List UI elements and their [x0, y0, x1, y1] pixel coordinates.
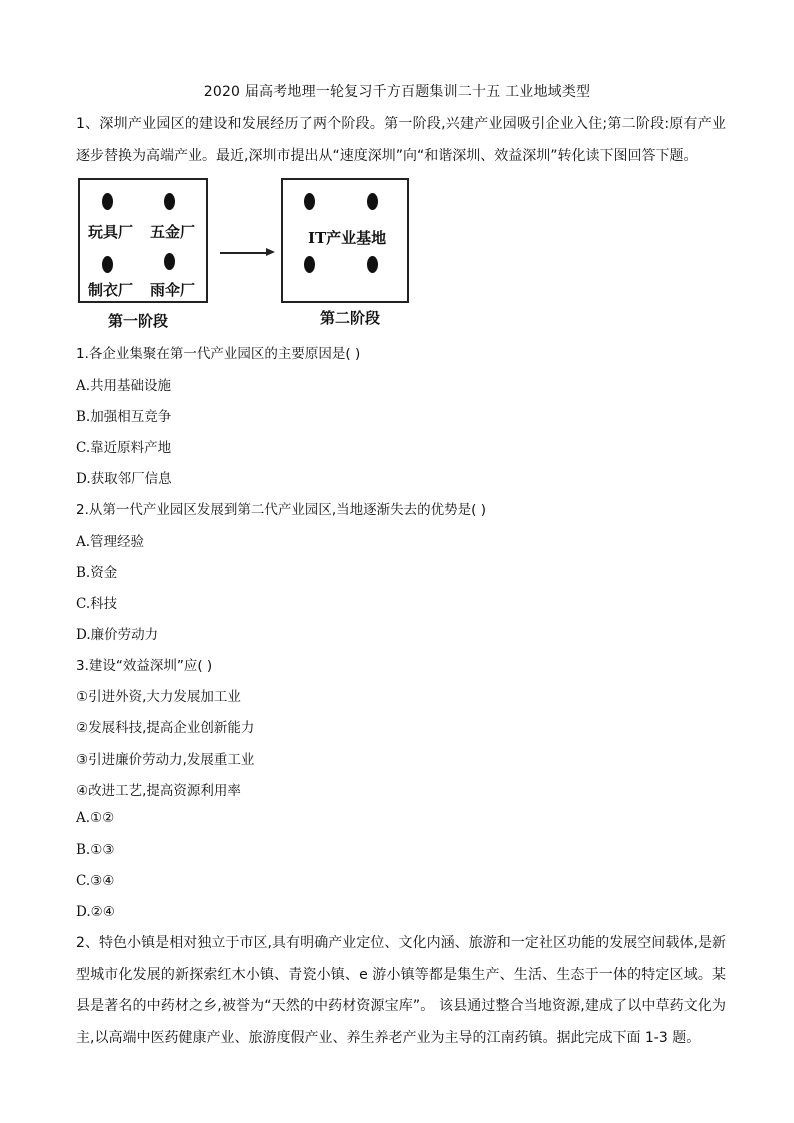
- option-a: A.①②: [76, 810, 115, 826]
- factory-dot: [102, 193, 113, 210]
- option-a: A.管理经验: [76, 534, 145, 550]
- factory-dot: [164, 253, 175, 270]
- industrial-park-diagram: [76, 176, 416, 336]
- statement-1: ①引进外资,大力发展加工业: [76, 689, 241, 705]
- stage1-label: 第一阶段: [108, 312, 169, 330]
- option-a: A.共用基础设施: [76, 378, 172, 394]
- factory-label: 雨伞厂: [150, 281, 196, 299]
- stage2-label: 第二阶段: [320, 309, 381, 327]
- company-dot: [367, 256, 378, 273]
- it-base-label: IT产业基地: [308, 229, 387, 247]
- option-c: C.靠近原料产地: [76, 440, 172, 456]
- option-b: B.①③: [76, 842, 115, 858]
- statement-2: ②发展科技,提高企业创新能力: [76, 720, 255, 736]
- company-dot: [304, 256, 315, 273]
- question-1-intro: 1、深圳产业园区的建设和发展经历了两个阶段。第一阶段,兴建产业园吸引企业入住;第二阶段:原有产业逐步替换为高端产业。最近,深圳市提出从“速度深圳”向“和谐深圳、效益深圳”转化读下图回答下题。: [76, 116, 726, 164]
- option-d: D.②④: [76, 904, 115, 920]
- arrow-right-icon: [266, 248, 275, 256]
- document-title: 2020 届高考地理一轮复习千方百题集训二十五 工业地域类型: [203, 84, 591, 100]
- statement-4: ④改进工艺,提高资源利用率: [76, 783, 241, 799]
- company-dot: [367, 193, 378, 210]
- subquestion-3-stem: 3.建设“效益深圳”应( ): [76, 658, 213, 674]
- factory-label: 玩具厂: [88, 223, 134, 241]
- option-c: C.③④: [76, 873, 115, 889]
- option-c: C.科技: [76, 596, 118, 612]
- factory-dot: [164, 193, 175, 210]
- option-b: B.加强相互竞争: [76, 409, 172, 425]
- factory-label: 五金厂: [150, 223, 196, 241]
- option-d: D.获取邻厂信息: [76, 471, 172, 487]
- question-2-intro: 2、特色小镇是相对独立于市区,具有明确产业定位、文化内涵、旅游和一定社区功能的发展空间载体,是新型城市化发展的新探索红木小镇、青瓷小镇、e 游小镇等都是集生产、生活、生态于一体的特定区域。某县是著名的中药材之乡,被誉为“天然的中药材资源宝库”。 该县通过整合当地资源,建成了以中草药文化为主,以高端中医药健康产业、旅游度假产业、养生养老产业为主导的江南药镇。据此完成下面 1-3 题。: [76, 935, 726, 1046]
- option-d: D.廉价劳动力: [76, 627, 159, 643]
- statement-3: ③引进廉价劳动力,发展重工业: [76, 752, 255, 768]
- option-b: B.资金: [76, 565, 118, 581]
- subquestion-2-stem: 2.从第一代产业园区发展到第二代产业园区,当地逐渐失去的优势是( ): [76, 502, 486, 518]
- factory-dot: [102, 256, 113, 273]
- arrow-line: [220, 252, 266, 254]
- subquestion-1-stem: 1.各企业集聚在第一代产业园区的主要原因是( ): [76, 346, 361, 362]
- factory-label: 制衣厂: [88, 281, 134, 299]
- company-dot: [304, 193, 315, 210]
